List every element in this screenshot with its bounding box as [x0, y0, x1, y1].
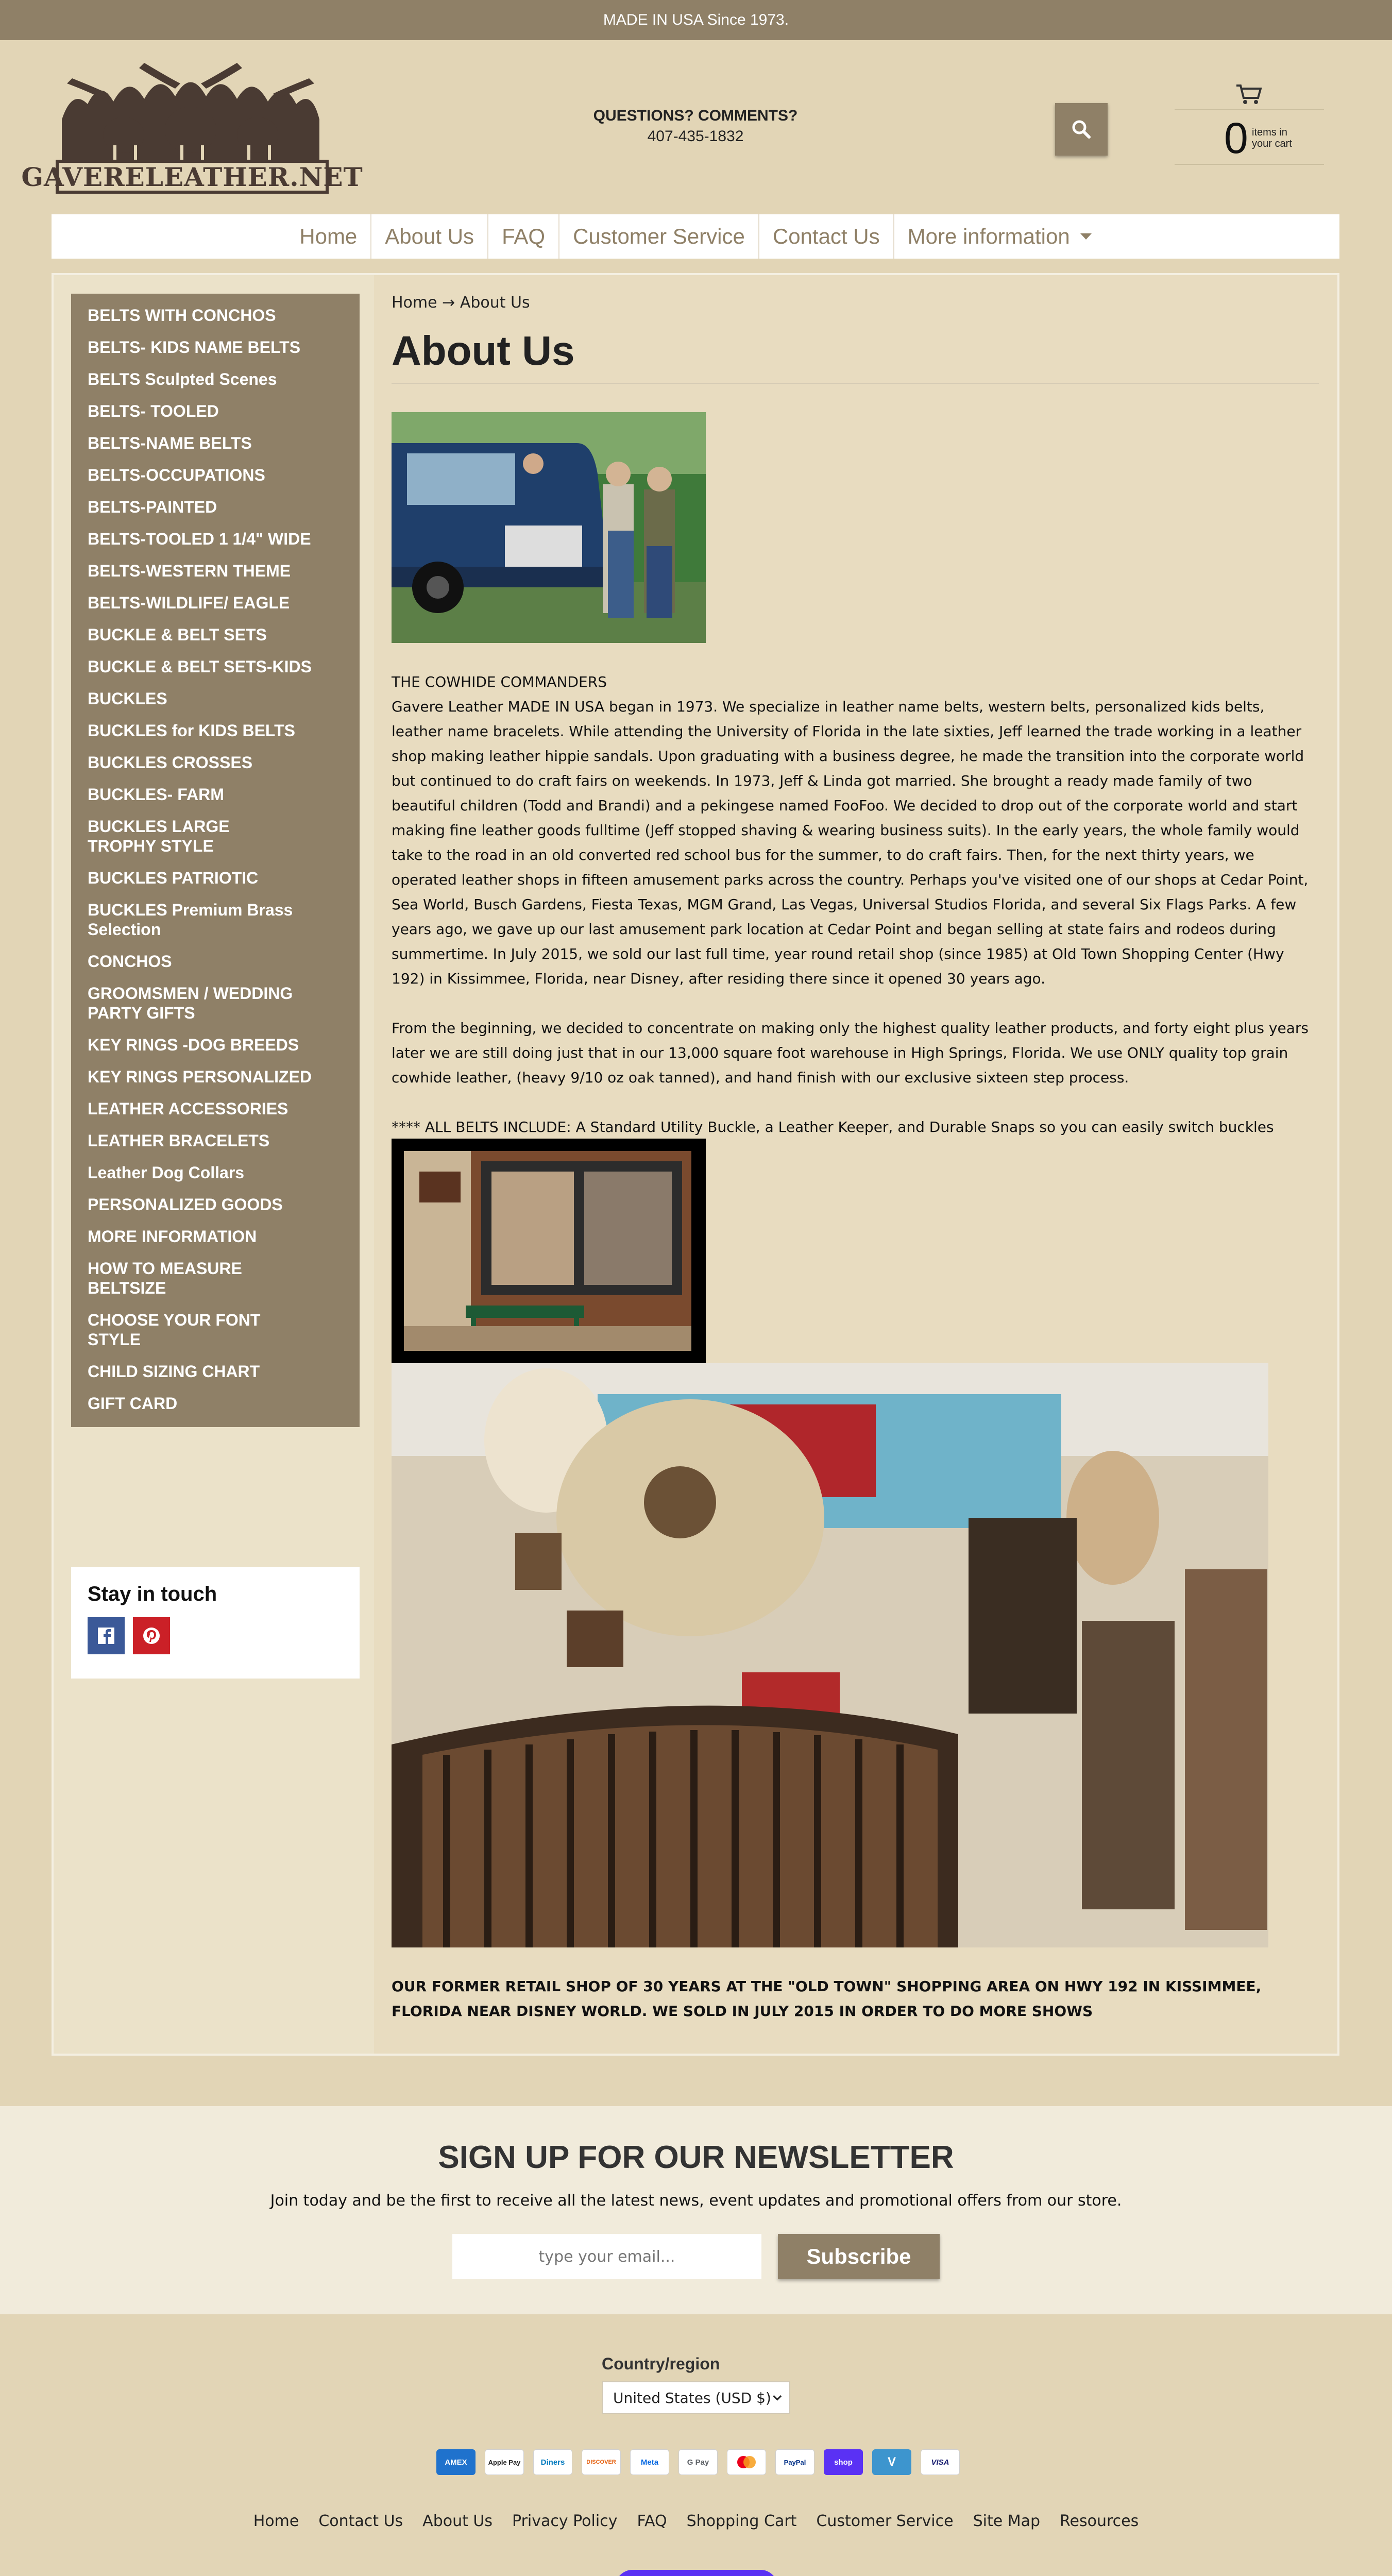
category-link[interactable]: LEATHER ACCESSORIES [88, 1099, 288, 1118]
questions-title: QUESTIONS? COMMENTS? [593, 107, 798, 124]
mastercard-circles-icon [735, 2455, 758, 2469]
old-town-shop-photo [392, 1139, 706, 1363]
category-link[interactable]: BELTS-OCCUPATIONS [88, 466, 265, 484]
country-region-label: Country/region [602, 2354, 720, 2373]
stay-in-touch-title: Stay in touch [88, 1583, 217, 1605]
country-region-select[interactable] [602, 2381, 790, 2414]
about-text [392, 670, 1319, 1140]
category-link[interactable]: KEY RINGS PERSONALIZED [88, 1067, 312, 1086]
category-link[interactable]: MORE INFORMATION [88, 1227, 257, 1246]
paypal-icon: PayPal [775, 2449, 814, 2475]
category-link[interactable]: CHILD SIZING CHART [88, 1362, 260, 1381]
category-link[interactable]: BELTS-WESTERN THEME [88, 562, 291, 580]
footer-link-resources[interactable]: Resources [1060, 2512, 1139, 2530]
truck-photo-graphic [392, 412, 706, 643]
category-link[interactable]: BELTS Sculpted Scenes [88, 370, 277, 388]
search-icon [1071, 119, 1092, 140]
category-list [71, 294, 360, 1427]
category-link[interactable]: BUCKLES Premium Brass Selection [88, 901, 293, 939]
main-panel [52, 273, 1339, 2056]
page-content [392, 294, 1319, 2020]
footer-link-about[interactable]: About Us [422, 2512, 493, 2530]
footer-link-customer-service[interactable]: Customer Service [816, 2512, 954, 2530]
visa-icon: VISA [921, 2449, 960, 2475]
nav-customer-service-label: Customer Service [573, 224, 745, 248]
category-link[interactable]: BUCKLES LARGE TROPHY STYLE [88, 817, 230, 855]
breadcrumb-separator: → [442, 294, 455, 312]
social-links [88, 1617, 343, 1654]
category-link[interactable]: CONCHOS [88, 952, 172, 971]
category-link[interactable]: GIFT CARD [88, 1394, 178, 1413]
footer-link-faq[interactable]: FAQ [637, 2512, 667, 2530]
shop-photo-caption: OUR FORMER RETAIL SHOP OF 30 YEARS AT THE "OLD TOWN" SHOPPING AREA ON HWY 192 IN KISSIMMEE, FLORIDA NEAR DISNEY WORLD. WE SOLD IN JULY 2015 IN ORDER TO DO MORE SHOWS [392, 1978, 1262, 2020]
country-region-value: United States (USD $) [613, 2389, 771, 2406]
nav-contact-us[interactable] [759, 214, 894, 259]
shop-interior-photo [392, 1363, 1268, 1947]
cart-count: 0 [1224, 114, 1248, 162]
newsletter-subtitle: Join today and be the first to receive all the latest news, event updates and promotional offers from our store. [270, 2192, 1122, 2210]
search-button[interactable] [1055, 103, 1108, 156]
subscribe-button[interactable]: Subscribe [778, 2234, 940, 2279]
category-link[interactable]: BUCKLES- FARM [88, 785, 224, 804]
pinterest-icon [141, 1625, 162, 1646]
nav-more-label: More information [907, 224, 1070, 248]
nav-customer-service[interactable] [559, 214, 759, 259]
shop-interior-graphic [392, 1363, 1268, 1947]
storefront-graphic [404, 1151, 691, 1351]
category-link[interactable]: BUCKLES for KIDS BELTS [88, 721, 295, 740]
apple-pay-icon: Apple Pay [485, 2449, 524, 2475]
footer-link-cart[interactable]: Shopping Cart [686, 2512, 797, 2530]
newsletter-email-input[interactable] [452, 2234, 761, 2279]
category-link[interactable]: BELTS WITH CONCHOS [88, 306, 276, 325]
chevron-down-icon [1080, 233, 1092, 240]
category-link[interactable]: BELTS-WILDLIFE/ EAGLE [88, 594, 290, 612]
nav-faq-label: FAQ [502, 224, 546, 248]
nav-home-label: Home [299, 224, 358, 248]
nav-faq[interactable] [488, 214, 559, 259]
cart-widget[interactable] [1175, 77, 1324, 165]
shop-storefront-image [404, 1151, 691, 1351]
logo-brand-text: GAVERELEATHER.NET [56, 160, 329, 194]
breadcrumb-current: About Us [460, 294, 530, 312]
stay-in-touch-box [71, 1567, 360, 1679]
cart-divider-bottom [1175, 164, 1324, 165]
nav-contact-label: Contact Us [772, 224, 880, 248]
breadcrumb-home[interactable]: Home [392, 294, 437, 312]
category-link[interactable]: BELTS-PAINTED [88, 498, 217, 516]
facebook-link[interactable] [88, 1617, 125, 1654]
owners-truck-photo [392, 412, 706, 643]
cart-divider-top [1175, 109, 1324, 110]
follow-on-shop-button[interactable] [615, 2570, 778, 2576]
payment-icons [433, 2449, 963, 2476]
category-link[interactable]: GROOMSMEN / WEDDING PARTY GIFTS [88, 984, 293, 1022]
newsletter-title: SIGN UP FOR OUR NEWSLETTER [438, 2140, 954, 2175]
amex-icon: AMEX [436, 2449, 476, 2475]
main-nav [52, 214, 1339, 259]
category-link[interactable]: KEY RINGS -DOG BREEDS [88, 1036, 299, 1054]
meta-pay-icon: Meta [630, 2449, 669, 2475]
category-link[interactable]: HOW TO MEASURE BELTSIZE [88, 1259, 242, 1297]
google-pay-icon: G Pay [678, 2449, 718, 2475]
footer-link-home[interactable]: Home [253, 2512, 299, 2530]
chevron-down-icon [773, 2392, 782, 2401]
pinterest-link[interactable] [133, 1617, 170, 1654]
category-link[interactable]: Leather Dog Collars [88, 1163, 245, 1182]
footer-link-site-map[interactable]: Site Map [973, 2512, 1041, 2530]
page-title: About Us [392, 327, 1319, 384]
newsletter-section [0, 2106, 1392, 2314]
store-logo[interactable] [21, 58, 363, 197]
phone-number[interactable]: 407-435-1832 [647, 128, 744, 145]
cart-count-label: items in your cart [1252, 127, 1292, 149]
footer-link-privacy[interactable]: Privacy Policy [512, 2512, 618, 2530]
category-link[interactable]: BUCKLE & BELT SETS [88, 625, 267, 644]
shop-pay-icon: shop [824, 2449, 863, 2475]
facebook-icon [96, 1625, 116, 1646]
nav-home[interactable] [286, 214, 371, 259]
category-link[interactable]: BELTS- TOOLED [88, 402, 219, 420]
diners-club-icon: Diners [533, 2449, 572, 2475]
category-link[interactable]: BELTS-TOOLED 1 1/4" WIDE [88, 530, 311, 548]
about-paragraph-belts-include: **** ALL BELTS INCLUDE: A Standard Utility Buckle, a Leather Keeper, and Durable Snaps so you can easily switch buckles [392, 1118, 1274, 1136]
footer-links [0, 2512, 1392, 2530]
discover-icon: DISCOVER [582, 2449, 621, 2475]
category-link[interactable]: PERSONALIZED GOODS [88, 1195, 283, 1214]
category-link[interactable]: BUCKLE & BELT SETS-KIDS [88, 657, 312, 676]
category-link[interactable]: BUCKLES [88, 689, 167, 708]
about-paragraph-quality: From the beginning, we decided to concentrate on making only the highest quality leather products, and forty eight plus years later we are still doing just that in our 13,000 square foot warehouse in High Springs, Florida. We use ONLY quality top grain cowhide leather, (heavy 9/10 oz oak tanned), and hand finish with our exclusive sixteen step process. [392, 1020, 1309, 1086]
category-link[interactable]: BUCKLES PATRIOTIC [88, 869, 259, 887]
category-link[interactable]: BELTS- KIDS NAME BELTS [88, 338, 301, 357]
shopping-cart-icon [1235, 83, 1262, 105]
about-paragraph-history: Gavere Leather MADE IN USA began in 1973. We specialize in leather name belts, western belts, personalized kids belts, leather name bracelets. While attending the University of Florida in the late sixties, Jeff learned the trade working in a leather shop making leather hippie sandals. Upon graduating with a business degree, he made the transition into the corporate world but continued to do craft fairs on weekends. In 1973, Jeff & Linda got married. She brought a ready made family of two beautiful children (Todd and Brandi) and a pekingese named FooFoo. We decided to drop out of the corporate world and start making fine leather goods fulltime (Jeff stopped shaving & wearing business suits). In the early years, the whole family would take to the road in an old converted red school bus for the summer, to do craft fairs. Then, for the next thirty years, we operated leather shops in fifteen amusement parks across the country. Perhaps you've visited one of our shops at Cedar Point, Sea World, Busch Gardens, Fiesta Texas, MGM Grand, Las Vegas, Universal Studios Florida, and several Six Flags Parks. A few years ago, we gave up our last amusement park location at Cedar Point and began selling at state fairs and rodeos during summertime. In July 2015, we sold our last full time, year round retail shop (since 1985) at Old Town Shopping Center (Hwy 192) in Kissimmee, Florida, near Disney, after residing there since it opened 30 years ago. [392, 698, 1309, 987]
footer-link-contact[interactable]: Contact Us [318, 2512, 403, 2530]
about-heading: THE COWHIDE COMMANDERS [392, 673, 607, 690]
breadcrumb [392, 294, 1319, 312]
category-link[interactable]: BUCKLES CROSSES [88, 753, 253, 772]
nav-more-information[interactable] [894, 214, 1105, 259]
contact-block [546, 107, 845, 145]
category-link[interactable]: LEATHER BRACELETS [88, 1131, 270, 1150]
mastercard-icon [727, 2449, 766, 2475]
announcement-bar [0, 0, 1392, 40]
category-link[interactable]: BELTS-NAME BELTS [88, 434, 252, 452]
venmo-icon: V [872, 2449, 911, 2475]
nav-about-label: About Us [385, 224, 474, 248]
nav-about-us[interactable] [371, 214, 488, 259]
announcement-text: MADE IN USA Since 1973. [603, 11, 789, 28]
category-link[interactable]: CHOOSE YOUR FONT STYLE [88, 1311, 261, 1349]
longhorn-herd-logo-graphic [52, 58, 330, 161]
